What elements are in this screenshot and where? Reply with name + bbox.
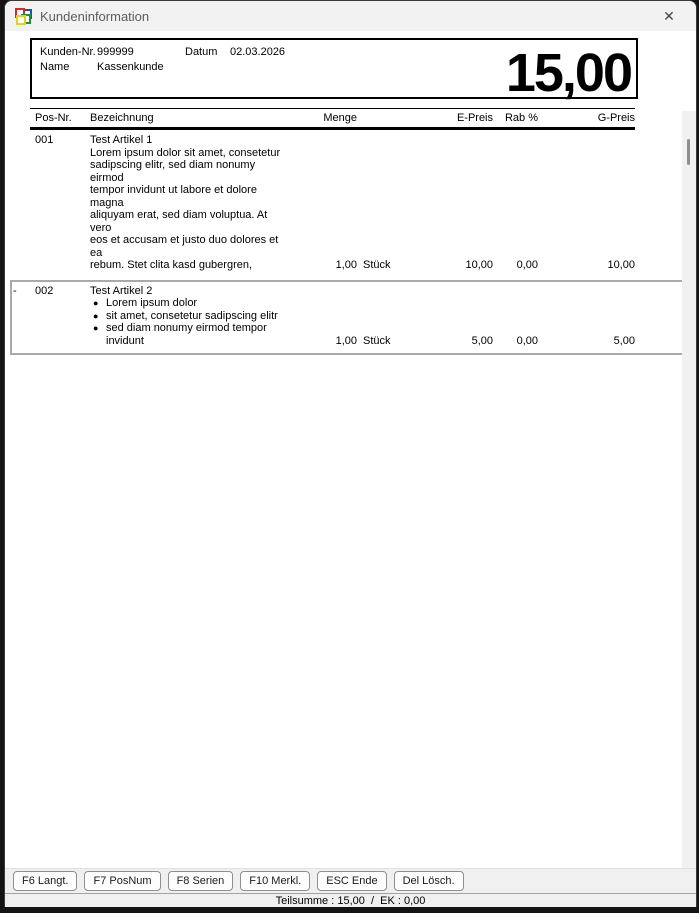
f10-merkliste-button[interactable]: F10 Merkl. <box>240 871 310 891</box>
bullet-item <box>90 310 285 323</box>
logo-square-yellow <box>16 15 26 25</box>
scrollbar[interactable] <box>682 111 696 868</box>
customer-no-label: Kunden-Nr. <box>40 46 96 58</box>
close-icon: ✕ <box>663 7 675 24</box>
description-line: rebum. Stet clita kasd gubergren, <box>90 259 253 271</box>
f8-serien-button[interactable]: F8 Serien <box>168 871 234 891</box>
total-amount: 15,00 <box>505 43 631 103</box>
bullet-icon: ● <box>93 310 99 321</box>
bullet-icon: ● <box>93 298 99 308</box>
row-e-preis: 10,00 <box>465 259 493 271</box>
close-button[interactable] <box>648 2 690 30</box>
name-label: Name <box>40 61 70 73</box>
description-line: tempor invidunt ut labore et dolore magna <box>90 184 257 209</box>
table-header <box>30 109 635 127</box>
bullet-line: Lorem ipsum dolor <box>106 297 198 309</box>
f6-langtext-button[interactable]: F6 Langt. <box>13 871 77 891</box>
row-g-preis: 10,00 <box>607 259 635 271</box>
customer-no-value: 999999 <box>97 46 134 58</box>
article-title: Test Artikel 1 <box>90 134 153 146</box>
article-title: Test Artikel 2 <box>90 284 153 297</box>
row-rab: 0,00 <box>516 259 538 271</box>
esc-ende-button[interactable]: ESC Ende <box>317 871 386 891</box>
table-row[interactable] <box>30 134 635 272</box>
bullet-item <box>90 297 285 310</box>
description-line: Lorem ipsum dolor sit amet, consetetur <box>90 146 281 159</box>
f7-posnum-button[interactable]: F7 PosNum <box>84 871 160 891</box>
bullet-icon: ● <box>93 323 99 333</box>
col-e-preis: E-Preis <box>456 112 493 124</box>
col-bezeichnung: Bezeichnung <box>90 112 154 124</box>
col-pos-nr: Pos-Nr. <box>35 112 72 124</box>
row-qty: 1,00 <box>335 259 357 271</box>
table-row-selected[interactable] <box>13 284 635 348</box>
col-unit-spacer <box>357 112 405 124</box>
col-rab: Rab % <box>504 112 538 124</box>
titlebar <box>5 1 696 31</box>
row-e-preis: 5,00 <box>471 334 493 347</box>
col-g-preis: G-Preis <box>597 112 635 124</box>
name-value: Kassenkunde <box>97 61 164 73</box>
row-pos: 002 <box>35 284 54 297</box>
row-unit: Stück <box>363 259 391 271</box>
bullet-line: sit amet, consetetur sadipscing elitr <box>106 309 278 322</box>
row-g-preis: 5,00 <box>613 334 635 347</box>
content-area <box>5 31 696 868</box>
customer-info-box <box>30 38 638 103</box>
description-line: eos et accusam et justo duo dolores et ea <box>90 234 279 259</box>
row-collapse-marker[interactable]: - <box>13 284 17 297</box>
row-description <box>85 134 285 272</box>
row-description <box>85 285 285 348</box>
status-bar <box>5 893 696 907</box>
positions-list <box>13 108 635 347</box>
header-double-rule <box>30 127 635 130</box>
function-button-bar <box>5 868 696 893</box>
bullet-line: invidunt <box>106 334 144 347</box>
bullet-line: sed diam nonumy eirmod tempor <box>106 322 267 334</box>
row-rab: 0,00 <box>516 334 538 347</box>
date-label: Datum <box>185 46 218 58</box>
date-value: 02.03.2026 <box>230 46 286 58</box>
app-logo-icon <box>15 8 32 25</box>
row-qty: 1,00 <box>335 334 357 347</box>
status-text: Teilsumme : 15,00 / EK : 0,00 <box>275 894 426 907</box>
scrollbar-thumb[interactable] <box>687 139 690 165</box>
window-title: Kundeninformation <box>40 8 150 24</box>
description-line: aliquyam erat, sed diam voluptua. At vero <box>90 209 268 234</box>
row-unit: Stück <box>363 334 391 347</box>
col-menge: Menge <box>323 112 357 124</box>
bullet-item <box>90 322 285 347</box>
customer-info-fields <box>40 45 285 75</box>
row-pos: 001 <box>35 134 54 146</box>
kundeninformation-window <box>4 0 697 907</box>
del-loeschen-button[interactable]: Del Lösch. <box>394 871 464 891</box>
description-line: sadipscing elitr, sed diam nonumy eirmod <box>90 159 256 184</box>
